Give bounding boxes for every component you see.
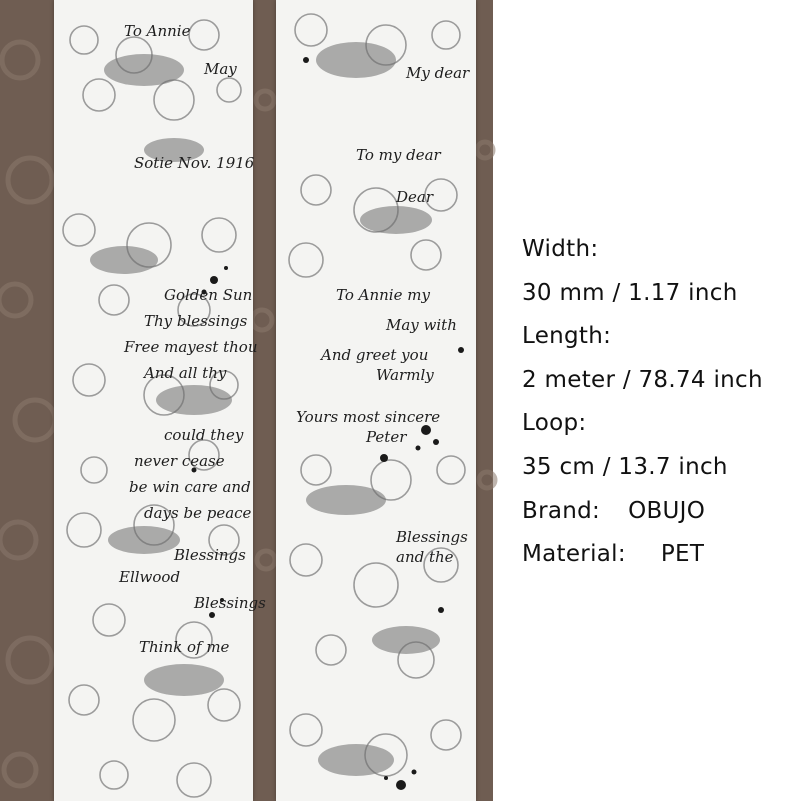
tape-script-text: To Annie [124, 22, 191, 40]
tape-script-text: Ellwood [119, 568, 181, 586]
loop-label: Loop: [522, 410, 587, 437]
tape-script-text: and the [396, 548, 454, 566]
width-label: Width: [522, 236, 599, 262]
tape-script-text: could they [164, 426, 244, 444]
tape-script-text: May with [386, 316, 457, 334]
brand-label: Brand: [522, 497, 601, 524]
tape-script-text: Golden Sun [164, 286, 253, 304]
tape-script-text: never cease [134, 452, 225, 470]
lace-pattern-left [54, 0, 266, 801]
tape-script-text: Yours most sincere [296, 408, 441, 426]
tape-script-text: My dear [406, 64, 470, 82]
spec-list [522, 228, 763, 577]
material-label: Material: [522, 541, 626, 568]
washi-tape-strip-right [276, 0, 476, 801]
width-value: 30 mm / 1.17 inch [522, 279, 738, 306]
lace-pattern-right [276, 0, 476, 801]
tape-script-text: Free mayest thou [124, 338, 258, 356]
tape-script-text: Warmly [376, 366, 434, 384]
tape-script-text: Blessings [194, 594, 266, 612]
tape-script-text: And all thy [144, 364, 227, 382]
tape-script-text: Sotie Nov. 1916 [134, 154, 255, 172]
tape-script-text: be win care and [129, 478, 251, 496]
brand-row [522, 490, 763, 534]
loop-value: 35 cm / 13.7 inch [522, 453, 728, 480]
material-value: PET [660, 541, 705, 568]
tape-script-text: Blessings [174, 546, 246, 564]
tape-script-text: And greet you [321, 346, 429, 364]
tape-script-text: May [204, 60, 237, 78]
tape-script-text: Dear [396, 188, 434, 206]
tape-script-text: To my dear [356, 146, 441, 164]
length-label: Length: [522, 323, 612, 350]
tape-script-text: days be peace [144, 504, 252, 522]
tape-script-text: Think of me [139, 638, 230, 656]
tape-script-text: Thy blessings [144, 312, 248, 330]
tape-script-text: Blessings [396, 528, 468, 546]
washi-tape-strip-left [54, 0, 266, 801]
tape-script-text: To Annie my [336, 286, 430, 304]
length-value: 2 meter / 78.74 inch [522, 366, 763, 393]
material-row [522, 533, 763, 577]
tape-script-text: Peter [366, 428, 407, 446]
brand-value: OBUJO [628, 497, 706, 524]
